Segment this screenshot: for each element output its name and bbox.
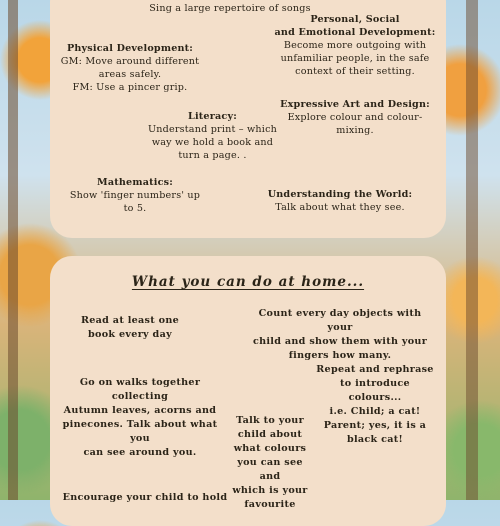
tree-trunk-left	[8, 0, 18, 500]
mathematics-heading: Mathematics:	[97, 177, 173, 188]
expressive-text: Explore colour and colour- mixing.	[287, 112, 423, 136]
personal-block	[270, 13, 440, 78]
mathematics-text: Show 'finger numbers' up to 5.	[69, 190, 201, 214]
personal-heading: Personal, Social and Emotional Development:	[274, 14, 436, 38]
tip-colours-repeat: Repeat and rephrase to introduce colours... i.e. Child; a cat! Parent; yes, it is a black cat!	[316, 364, 434, 445]
tip-read: Read at least one book every day	[80, 315, 180, 340]
literacy-text: Understand print – which way we hold a book and turn a page. .	[147, 124, 278, 161]
communication-text: Sing a large repertoire of songs	[149, 3, 311, 14]
expressive-heading: Expressive Art and Design:	[280, 99, 430, 110]
expressive-block	[275, 98, 435, 137]
home-activities-panel	[50, 256, 446, 526]
tip-encourage: Encourage your child to hold	[62, 492, 228, 503]
literacy-heading: Literacy:	[188, 111, 237, 122]
tip-walks: Go on walks together collecting Autumn leaves, acorns and pinecones. Talk about what you can see around you.	[62, 377, 218, 458]
world-text: Talk about what they see.	[275, 202, 405, 213]
literacy-block	[145, 110, 280, 162]
mathematics-block	[60, 176, 210, 215]
physical-block	[56, 42, 204, 94]
home-title: What you can do at home...	[131, 274, 365, 290]
physical-heading: Physical Development:	[66, 43, 194, 54]
world-heading: Understanding the World:	[267, 189, 413, 200]
tip-count: Count every day objects with your child and show them with your fingers how many.	[252, 308, 428, 361]
personal-text: Become more outgoing with unfamiliar people, in the safe context of their setting.	[280, 40, 430, 77]
tree-trunk-right	[466, 0, 478, 500]
learning-areas-panel	[50, 0, 446, 238]
world-block	[260, 188, 420, 214]
physical-text: GM: Move around different areas safely. FM: Use a pincer grip.	[60, 56, 200, 93]
tip-talk-colours: Talk to your child about what colours you can see and which is your favourite	[232, 415, 308, 510]
